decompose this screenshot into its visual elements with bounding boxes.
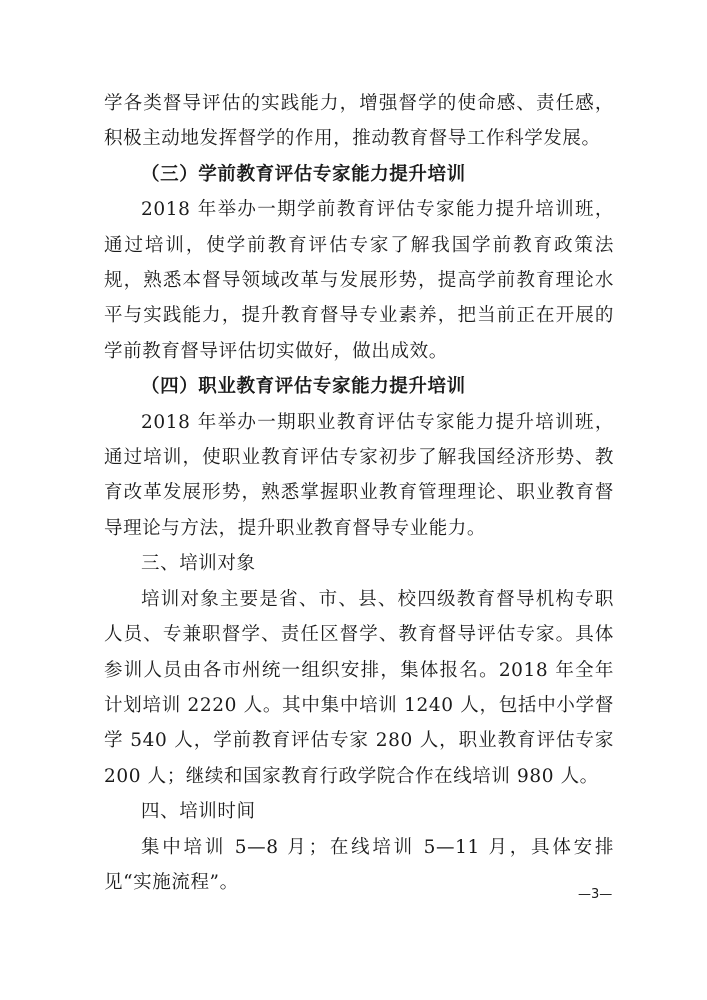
paragraph-training-targets: 培训对象主要是省、市、县、校四级教育督导机构专职人员、专兼职督学、责任区督学、教育督导评估专家。具体参训人员由各市州统一组织安排，集体报名。2018 年全年计划培训 2220 人。其中集中培训 1240 人，包括中小学督学 540 人，学前教育评估专家 280 人，职业教育评估专家 200 人；继续和国家教育行政学院合作在线培训 980 人。 [104,588,614,787]
paragraph-training-time: 集中培训 5—8 月；在线培训 5—11 月，具体安排见“实施流程”。 [104,836,614,893]
section-heading-preschool-training: （三）学前教育评估专家能力提升培训 [141,163,466,185]
section-heading-vocational-training: （四）职业教育评估专家能力提升培训 [141,376,466,398]
page-number: —3— [578,887,613,902]
document-page [104,86,614,900]
paragraph-continuation: 学各类督导评估的实践能力，增强督学的使命感、责任感，积极主动地发挥督学的作用，推动教育督导工作科学发展。 [104,93,614,150]
paragraph-vocational-training: 2018 年举办一期职业教育评估专家能力提升培训班，通过培训，使职业教育评估专家初步了解我国经济形势、教育改革发展形势，熟悉掌握职业教育管理理论、职业教育督导理论与方法，提升职业教育督导专业能力。 [104,411,614,539]
paragraph-preschool-training: 2018 年举办一期学前教育评估专家能力提升培训班，通过培训，使学前教育评估专家了解我国学前教育政策法规，熟悉本督导领域改革与发展形势，提高学前教育理论水平与实践能力，提升教育督导专业素养，把当前正在开展的学前教育督导评估切实做好，做出成效。 [104,199,614,362]
section-heading-training-time: 四、培训时间 [141,801,256,823]
section-heading-training-targets: 三、培训对象 [141,553,256,575]
